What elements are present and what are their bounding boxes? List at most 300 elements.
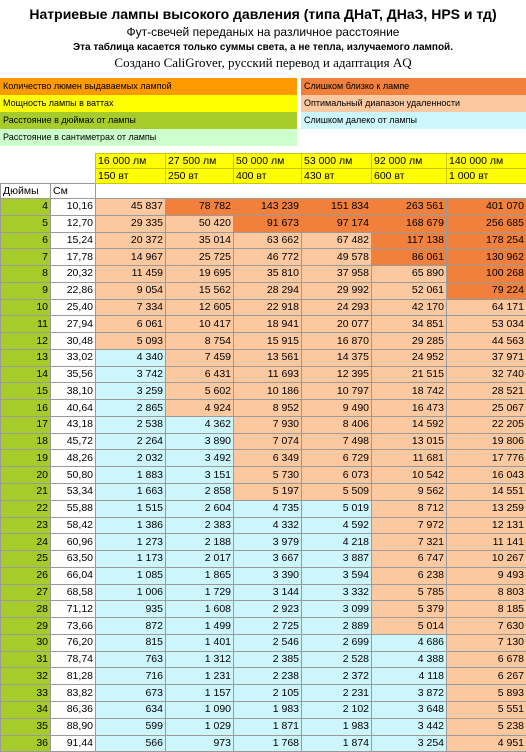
footcandle-cell: 566 (96, 735, 166, 752)
cm-cell: 81,28 (51, 668, 96, 685)
footcandle-cell: 1 499 (166, 618, 234, 635)
footcandle-cell: 2 032 (96, 450, 166, 467)
footcandle-cell: 3 332 (302, 584, 372, 601)
footcandle-cell: 25 067 (447, 400, 526, 417)
footcandle-cell: 65 890 (372, 266, 447, 283)
cm-cell: 60,96 (51, 534, 96, 551)
footcandle-cell: 935 (96, 601, 166, 618)
footcandle-cell: 2 231 (302, 685, 372, 702)
inches-cell: 29 (1, 618, 51, 635)
footcandle-cell: 7 130 (447, 634, 526, 651)
cm-cell: 22,86 (51, 282, 96, 299)
inches-cell: 22 (1, 500, 51, 517)
footcandle-cell: 46 772 (234, 249, 302, 266)
footcandle-cell: 9 490 (302, 400, 372, 417)
footcandle-cell: 2 604 (166, 500, 234, 517)
watts-header: 600 вт (372, 169, 447, 184)
cm-cell: 40,64 (51, 400, 96, 417)
cm-cell: 30,48 (51, 333, 96, 350)
footcandle-cell: 1 090 (166, 701, 234, 718)
footcandle-cell: 5 785 (372, 584, 447, 601)
footcandle-cell: 34 851 (372, 316, 447, 333)
footcandle-cell: 2 188 (166, 534, 234, 551)
table-row (1, 215, 526, 232)
cm-cell: 68,58 (51, 584, 96, 601)
inches-cell: 20 (1, 467, 51, 484)
cm-cell: 55,88 (51, 500, 96, 517)
footcandle-cell: 8 185 (447, 601, 526, 618)
footcandle-cell: 52 061 (372, 282, 447, 299)
footcandle-cell: 3 390 (234, 567, 302, 584)
table-row (1, 450, 526, 467)
lumens-header: 92 000 лм (372, 154, 447, 169)
footcandle-cell: 4 332 (234, 517, 302, 534)
footcandle-cell: 19 806 (447, 433, 526, 450)
inches-cell: 35 (1, 718, 51, 735)
legend-too-close: Слишком близко к лампе (301, 78, 526, 95)
footcandle-cell: 42 170 (372, 299, 447, 316)
cm-cell: 66,04 (51, 567, 96, 584)
footcandle-cell: 6 747 (372, 551, 447, 568)
inches-header: Дюймы (1, 184, 51, 199)
footcandle-cell: 13 259 (447, 500, 526, 517)
inches-cell: 25 (1, 551, 51, 568)
cm-cell: 88,90 (51, 718, 96, 735)
inches-cell: 31 (1, 651, 51, 668)
footcandle-cell: 18 941 (234, 316, 302, 333)
footcandle-cell: 3 887 (302, 551, 372, 568)
footcandle-cell: 1 983 (234, 701, 302, 718)
table-row (1, 484, 526, 501)
inches-cell: 36 (1, 735, 51, 752)
table-row (1, 685, 526, 702)
footcandle-cell: 6 073 (302, 467, 372, 484)
footcandle-cell: 29 335 (96, 215, 166, 232)
footcandle-cell: 1 273 (96, 534, 166, 551)
footcandle-cell: 9 054 (96, 282, 166, 299)
footcandle-cell: 4 118 (372, 668, 447, 685)
footcandle-cell: 5 602 (166, 383, 234, 400)
footcandle-cell: 2 385 (234, 651, 302, 668)
footcandle-cell: 716 (96, 668, 166, 685)
lumens-header: 50 000 лм (234, 154, 302, 169)
footcandle-cell: 20 077 (302, 316, 372, 333)
footcandle-cell: 151 834 (302, 199, 372, 216)
inches-cell: 26 (1, 567, 51, 584)
cm-cell: 71,12 (51, 601, 96, 618)
footcandle-cell: 50 420 (166, 215, 234, 232)
inches-cell: 7 (1, 249, 51, 266)
footcandle-cell: 53 034 (447, 316, 526, 333)
footcandle-cell: 100 268 (447, 266, 526, 283)
footcandle-cell: 3 259 (96, 383, 166, 400)
lumens-header: 16 000 лм (96, 154, 166, 169)
footcandle-cell: 3 648 (372, 701, 447, 718)
page-title: Натриевые лампы высокого давления (типа ДНаТ, ДНаЗ, HPS и тд) (0, 6, 526, 22)
table-row (1, 551, 526, 568)
units-header-row (1, 184, 526, 199)
corner-cell (51, 169, 96, 184)
footcandle-cell: 2 699 (302, 634, 372, 651)
footcandle-cell: 28 521 (447, 383, 526, 400)
footcandle-cell: 872 (96, 618, 166, 635)
footcandle-cell: 49 578 (302, 249, 372, 266)
footcandle-cell: 1 871 (234, 718, 302, 735)
header-spacer (96, 184, 526, 199)
footcandle-cell: 3 144 (234, 584, 302, 601)
corner-cell (1, 154, 51, 169)
footcandle-cell: 5 551 (447, 701, 526, 718)
footcandle-cell: 91 673 (234, 215, 302, 232)
table-row (1, 400, 526, 417)
footcandle-cell: 12 605 (166, 299, 234, 316)
inches-cell: 30 (1, 634, 51, 651)
footcandle-cell: 78 782 (166, 199, 234, 216)
footcandle-cell: 10 797 (302, 383, 372, 400)
table-row (1, 584, 526, 601)
footcandle-cell: 24 952 (372, 349, 447, 366)
inches-cell: 32 (1, 668, 51, 685)
lumens-header: 27 500 лм (166, 154, 234, 169)
inches-cell: 34 (1, 701, 51, 718)
footcandle-cell: 79 224 (447, 282, 526, 299)
footcandle-cell: 2 865 (96, 400, 166, 417)
footcandle-cell: 1 157 (166, 685, 234, 702)
footcandle-cell: 3 254 (372, 735, 447, 752)
table-row (1, 718, 526, 735)
table-row (1, 249, 526, 266)
legend-lumens: Количество люмен выдаваемых лампой (0, 78, 297, 95)
footcandle-cell: 14 967 (96, 249, 166, 266)
footcandle-cell: 1 729 (166, 584, 234, 601)
footcandle-cell: 44 563 (447, 333, 526, 350)
footcandle-cell: 815 (96, 634, 166, 651)
cm-cell: 50,80 (51, 467, 96, 484)
table-row (1, 266, 526, 283)
footcandle-cell: 2 538 (96, 416, 166, 433)
footcandle-cell: 22 205 (447, 416, 526, 433)
footcandle-cell: 29 285 (372, 333, 447, 350)
footcandle-cell: 14 592 (372, 416, 447, 433)
footcandle-cell: 3 151 (166, 467, 234, 484)
inches-cell: 14 (1, 366, 51, 383)
cm-cell: 33,02 (51, 349, 96, 366)
footcandle-cell: 7 334 (96, 299, 166, 316)
footcandle-cell: 2 858 (166, 484, 234, 501)
table-row (1, 517, 526, 534)
footcandle-cell: 17 776 (447, 450, 526, 467)
legend-watts: Мощность лампы в ваттах (0, 95, 297, 112)
inches-cell: 27 (1, 584, 51, 601)
inches-cell: 9 (1, 282, 51, 299)
table-row (1, 500, 526, 517)
footcandle-cell: 5 893 (447, 685, 526, 702)
watts-header: 1 000 вт (447, 169, 526, 184)
footcandle-cell: 13 561 (234, 349, 302, 366)
inches-cell: 18 (1, 433, 51, 450)
footcandle-cell: 10 417 (166, 316, 234, 333)
footcandle-cell: 11 693 (234, 366, 302, 383)
footcandle-cell: 7 498 (302, 433, 372, 450)
footcandle-cell: 1 312 (166, 651, 234, 668)
footcandle-cell: 14 551 (447, 484, 526, 501)
footcandle-cell: 143 239 (234, 199, 302, 216)
footcandle-cell: 29 992 (302, 282, 372, 299)
footcandle-cell: 4 388 (372, 651, 447, 668)
table-row (1, 668, 526, 685)
footcandle-cell: 10 542 (372, 467, 447, 484)
footcandle-cell: 4 218 (302, 534, 372, 551)
footcandle-cell: 7 972 (372, 517, 447, 534)
footcandle-cell: 7 930 (234, 416, 302, 433)
footcandle-cell: 3 099 (302, 601, 372, 618)
footcandle-cell: 14 375 (302, 349, 372, 366)
inches-cell: 8 (1, 266, 51, 283)
lumens-header-row (1, 154, 526, 169)
legend-cm: Расстояние в сантиметрах от лампы (0, 129, 297, 146)
footcandle-cell: 6 349 (234, 450, 302, 467)
footcandle-cell: 32 740 (447, 366, 526, 383)
footcandle-cell: 117 138 (372, 232, 447, 249)
corner-cell (51, 154, 96, 169)
footcandle-cell: 8 712 (372, 500, 447, 517)
footcandle-cell: 599 (96, 718, 166, 735)
footcandle-cell: 4 362 (166, 416, 234, 433)
footcandle-cell: 973 (166, 735, 234, 752)
footcandle-cell: 3 742 (96, 366, 166, 383)
footcandle-cell: 5 730 (234, 467, 302, 484)
footcandle-cell: 13 015 (372, 433, 447, 450)
footcandle-cell: 4 340 (96, 349, 166, 366)
footcandle-cell: 1 768 (234, 735, 302, 752)
footcandle-cell: 2 546 (234, 634, 302, 651)
table-row (1, 735, 526, 752)
table-row (1, 634, 526, 651)
inches-cell: 5 (1, 215, 51, 232)
footcandle-cell: 2 017 (166, 551, 234, 568)
inches-cell: 11 (1, 316, 51, 333)
footcandle-cell: 11 681 (372, 450, 447, 467)
footcandle-cell: 5 509 (302, 484, 372, 501)
footcandle-cell: 2 102 (302, 701, 372, 718)
footcandle-cell: 22 918 (234, 299, 302, 316)
footcandle-cell: 4 686 (372, 634, 447, 651)
table-row (1, 651, 526, 668)
table-row (1, 383, 526, 400)
footcandle-cell: 1 173 (96, 551, 166, 568)
footcandle-cell: 4 735 (234, 500, 302, 517)
inches-cell: 6 (1, 232, 51, 249)
footcandle-cell: 3 890 (166, 433, 234, 450)
inches-cell: 33 (1, 685, 51, 702)
table-row (1, 349, 526, 366)
cm-cell: 58,42 (51, 517, 96, 534)
footcandle-cell: 8 952 (234, 400, 302, 417)
footcandle-cell: 2 889 (302, 618, 372, 635)
footcandle-cell: 7 459 (166, 349, 234, 366)
footcandle-cell: 1 401 (166, 634, 234, 651)
footcandle-cell: 6 061 (96, 316, 166, 333)
table-row (1, 701, 526, 718)
footcandle-cell: 12 131 (447, 517, 526, 534)
footcandle-cell: 3 872 (372, 685, 447, 702)
inches-cell: 19 (1, 450, 51, 467)
inches-cell: 17 (1, 416, 51, 433)
table-row (1, 366, 526, 383)
footcandle-cell: 1 883 (96, 467, 166, 484)
footcandle-cell: 45 837 (96, 199, 166, 216)
cm-cell: 83,82 (51, 685, 96, 702)
footcandle-cell: 11 459 (96, 266, 166, 283)
legend-inches: Расстояние в дюймах от лампы (0, 112, 297, 129)
footcandle-cell: 1 231 (166, 668, 234, 685)
footcandle-cell: 6 678 (447, 651, 526, 668)
footcandle-cell: 256 685 (447, 215, 526, 232)
inches-cell: 4 (1, 199, 51, 216)
footcandle-cell: 1 608 (166, 601, 234, 618)
footcandle-cell: 401 070 (447, 199, 526, 216)
legend-optimal: Оптимальный диапазон удаленности (301, 95, 526, 112)
footcandle-cell: 3 442 (372, 718, 447, 735)
footcandle-cell: 10 186 (234, 383, 302, 400)
cm-cell: 17,78 (51, 249, 96, 266)
footcandle-cell: 178 254 (447, 232, 526, 249)
footcandle-cell: 130 962 (447, 249, 526, 266)
inches-cell: 10 (1, 299, 51, 316)
footcandle-cell: 19 695 (166, 266, 234, 283)
footcandle-cell: 97 174 (302, 215, 372, 232)
footcandle-cell: 6 431 (166, 366, 234, 383)
footcandle-cell: 37 971 (447, 349, 526, 366)
footcandle-cell: 2 923 (234, 601, 302, 618)
inches-cell: 24 (1, 534, 51, 551)
footcandle-cell: 15 915 (234, 333, 302, 350)
inches-cell: 23 (1, 517, 51, 534)
cm-cell: 91,44 (51, 735, 96, 752)
inches-cell: 21 (1, 484, 51, 501)
footcandle-cell: 10 267 (447, 551, 526, 568)
cm-cell: 20,32 (51, 266, 96, 283)
footcandle-cell: 86 061 (372, 249, 447, 266)
footcandle-cell: 1 874 (302, 735, 372, 752)
footcandle-cell: 16 043 (447, 467, 526, 484)
watts-header: 400 вт (234, 169, 302, 184)
footcandle-cell: 1 006 (96, 584, 166, 601)
footcandle-cell: 3 667 (234, 551, 302, 568)
footcandle-cell: 7 321 (372, 534, 447, 551)
footcandle-cell: 3 979 (234, 534, 302, 551)
cm-cell: 43,18 (51, 416, 96, 433)
footcandle-cell: 673 (96, 685, 166, 702)
footcandle-cell: 8 406 (302, 416, 372, 433)
footcandle-cell: 11 141 (447, 534, 526, 551)
footcandle-cell: 64 171 (447, 299, 526, 316)
footcandle-cell: 63 662 (234, 232, 302, 249)
footcandle-cell: 1 865 (166, 567, 234, 584)
cm-header: См (51, 184, 96, 199)
footcandle-cell: 6 729 (302, 450, 372, 467)
footcandle-cell: 2 528 (302, 651, 372, 668)
footcandle-cell: 1 029 (166, 718, 234, 735)
legend-too-far: Слишком далеко от лампы (301, 112, 526, 129)
footcandle-cell: 5 014 (372, 618, 447, 635)
footcandle-cell: 4 592 (302, 517, 372, 534)
footcandle-cell: 5 019 (302, 500, 372, 517)
footcandle-cell: 37 958 (302, 266, 372, 283)
footcandle-cell: 8 754 (166, 333, 234, 350)
cm-cell: 48,26 (51, 450, 96, 467)
inches-cell: 12 (1, 333, 51, 350)
cm-cell: 73,66 (51, 618, 96, 635)
footcandle-cell: 6 238 (372, 567, 447, 584)
cm-cell: 27,94 (51, 316, 96, 333)
table-row (1, 467, 526, 484)
table-row (1, 433, 526, 450)
footcandle-cell: 4 924 (166, 400, 234, 417)
footcandle-cell: 35 810 (234, 266, 302, 283)
watts-header: 250 вт (166, 169, 234, 184)
table-row (1, 299, 526, 316)
watts-header: 430 вт (302, 169, 372, 184)
footcandle-cell: 21 515 (372, 366, 447, 383)
footcandle-table (0, 153, 526, 752)
cm-cell: 38,10 (51, 383, 96, 400)
footcandle-cell: 2 264 (96, 433, 166, 450)
table-row (1, 232, 526, 249)
credit-line: Создано CaliGrover, русский перевод и адаптация AQ (0, 55, 526, 70)
table-row (1, 199, 526, 216)
cm-cell: 15,24 (51, 232, 96, 249)
footcandle-cell: 1 085 (96, 567, 166, 584)
table-row (1, 416, 526, 433)
footcandle-cell: 4 951 (447, 735, 526, 752)
footcandle-cell: 2 105 (234, 685, 302, 702)
footcandle-cell: 5 093 (96, 333, 166, 350)
footcandle-cell: 25 725 (166, 249, 234, 266)
page-subtitle: Фут-свечей переданых на различное расстояние (0, 25, 526, 39)
footcandle-cell: 2 238 (234, 668, 302, 685)
footcandle-cell: 8 803 (447, 584, 526, 601)
cm-cell: 76,20 (51, 634, 96, 651)
footcandle-cell: 1 515 (96, 500, 166, 517)
footcandle-cell: 2 725 (234, 618, 302, 635)
table-row (1, 567, 526, 584)
footcandle-cell: 5 238 (447, 718, 526, 735)
cm-cell: 63,50 (51, 551, 96, 568)
footcandle-cell: 15 562 (166, 282, 234, 299)
lumens-header: 53 000 лм (302, 154, 372, 169)
footcandle-cell: 20 372 (96, 232, 166, 249)
inches-cell: 13 (1, 349, 51, 366)
footcandle-cell: 28 294 (234, 282, 302, 299)
footcandle-cell: 67 482 (302, 232, 372, 249)
footcandle-cell: 16 473 (372, 400, 447, 417)
heat-note: Эта таблица касается только суммы света, а не тепла, излучаемого лампой. (0, 41, 526, 54)
footcandle-cell: 763 (96, 651, 166, 668)
footcandle-cell: 9 562 (372, 484, 447, 501)
footcandle-cell: 1 663 (96, 484, 166, 501)
inches-cell: 16 (1, 400, 51, 417)
footcandle-cell: 3 594 (302, 567, 372, 584)
table-row (1, 316, 526, 333)
footcandle-cell: 2 372 (302, 668, 372, 685)
footcandle-cell: 7 074 (234, 433, 302, 450)
footcandle-cell: 12 395 (302, 366, 372, 383)
cm-cell: 53,34 (51, 484, 96, 501)
table-row (1, 601, 526, 618)
footcandle-cell: 5 197 (234, 484, 302, 501)
inches-cell: 28 (1, 601, 51, 618)
